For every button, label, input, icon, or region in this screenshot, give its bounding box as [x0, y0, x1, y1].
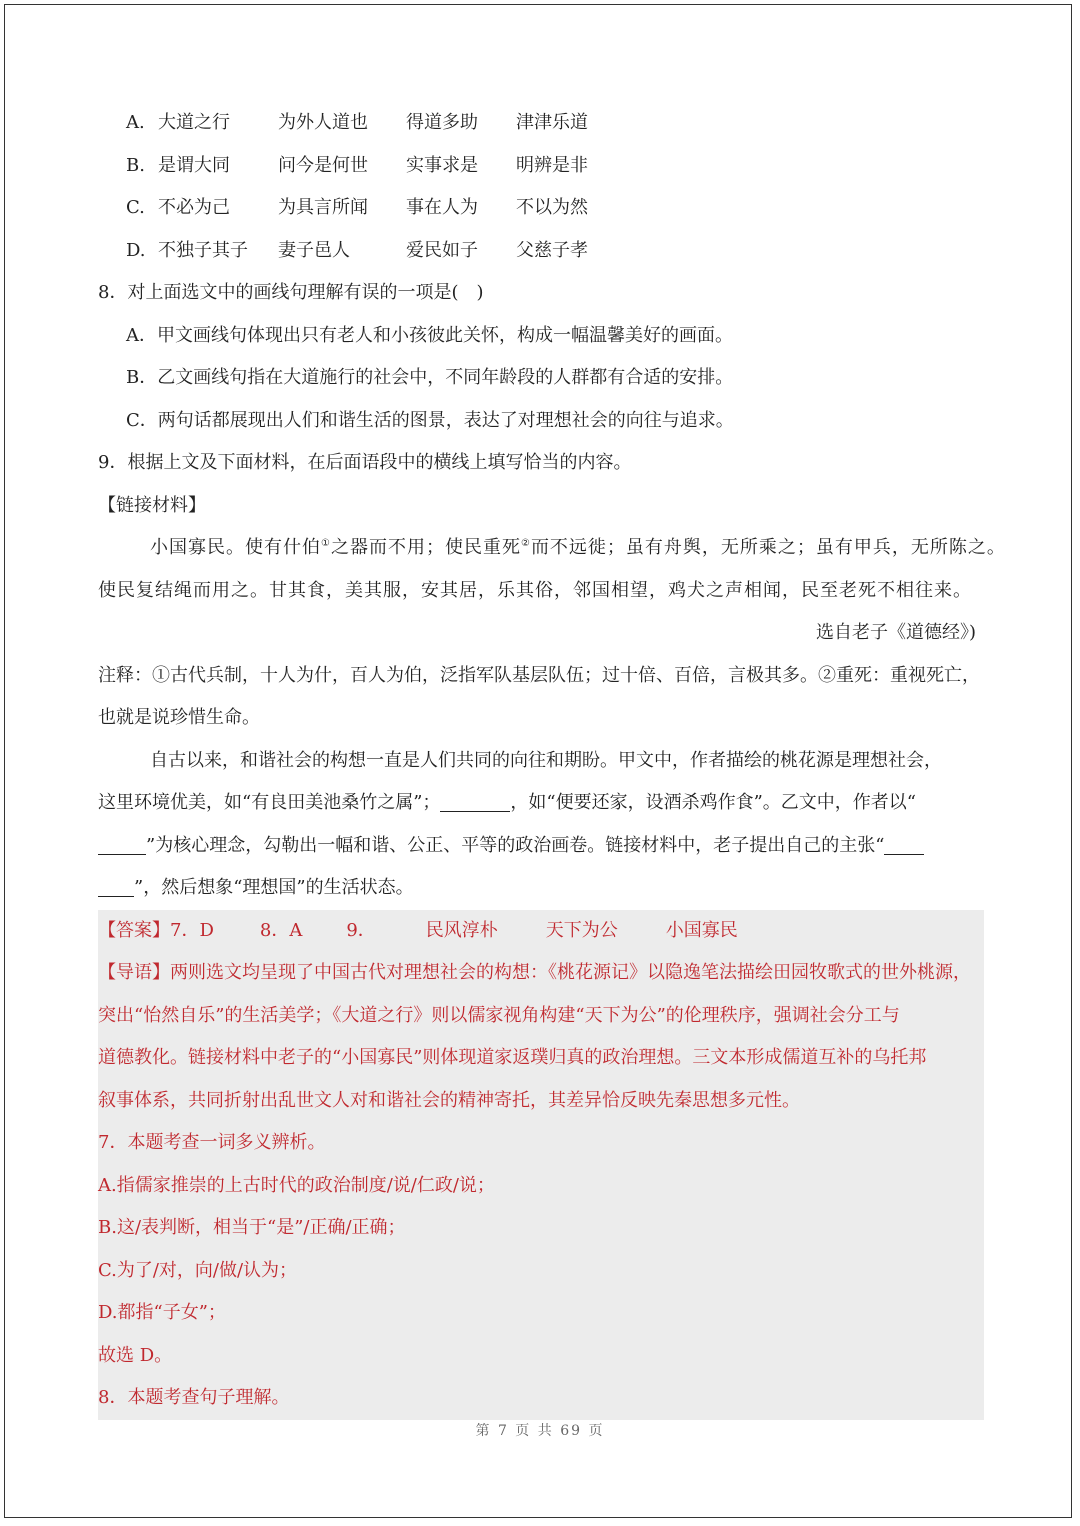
fill-blank-2[interactable] — [98, 830, 146, 855]
paragraph-line-3: ”为核心理念，勾勒出一幅和谐、公正、平等的政治画卷。链接材料中，老子提出自己的主张“ — [98, 825, 984, 868]
q8-stem: 8．对上面选文中的画线句理解有误的一项是( ) — [98, 282, 484, 303]
fill-blank-1[interactable] — [440, 787, 510, 812]
fill-blank-3-end[interactable] — [98, 872, 134, 897]
note-line-2: 也就是说珍惜生命。 — [98, 707, 260, 728]
explanation-7b: B.这/表判断，相当于“是”/正确/正确； — [98, 1217, 406, 1238]
answer-section — [98, 910, 984, 1420]
q8-option-a: A．甲文画线句体现出只有老人和小孩彼此关怀，构成一幅温馨美好的画面。 — [126, 324, 733, 346]
footnote-ref-1: ① — [321, 538, 331, 549]
note-line-1: 注释：①古代兵制，十人为什，百人为伯，泛指军队基层队伍；过十倍、百倍，言极其多。②重死：重视死亡， — [98, 664, 980, 686]
guide-line-2: 突出“怡然自乐”的生活美学；《大道之行》则以儒家视角构建“天下为公”的伦理秩序，强调社会分工与 — [98, 1004, 900, 1026]
page-content — [98, 102, 1006, 1420]
q7-option-a: A. 大道之行 为外人道也 得道多助 津津乐道 — [126, 112, 588, 133]
q7-option-d: D. 不独子其子 妻子邑人 爱民如子 父慈子孝 — [126, 239, 588, 261]
paragraph-line-2: 这里环境优美，如“有良田美池桑竹之属”； ，如“便要还家，设酒杀鸡作食”。乙文中，作者以“ — [98, 782, 984, 825]
material-line-1: 小国寡民。使有什伯①之器而不用；使民重死②而不远徙；虽有舟舆，无所乘之；虽有甲兵，无所陈之。 — [150, 537, 1006, 558]
q8-option-b: B．乙文画线句指在大道施行的社会中，不同年龄段的人群都有合适的安排。 — [126, 367, 734, 388]
explanation-7-conclusion: 故选 D。 — [98, 1344, 173, 1366]
q9-stem: 9．根据上文及下面材料，在后面语段中的横线上填写恰当的内容。 — [98, 452, 632, 473]
material-citation: 选自老子《道德经》) — [815, 622, 976, 643]
answer-line: 【答案】7．D 8．A 9． 民风淳朴 天下为公 小国寡民 — [98, 919, 738, 941]
footnote-ref-2: ② — [520, 538, 531, 549]
material-line-2: 使民复结绳而用之。甘其食，美其服，安其居，乐其俗，邻国相望，鸡犬之声相闻，民至老死不相往来。 — [98, 579, 972, 601]
fill-blank-3-start[interactable] — [884, 830, 924, 855]
guide-line-3: 道德教化。链接材料中老子的“小国寡民”则体现道家返璞归真的政治理想。三文本形成儒道互补的乌托邦 — [98, 1047, 927, 1068]
explanation-7: 7．本题考查一词多义辨析。 — [98, 1132, 326, 1153]
explanation-7a: A.指儒家推崇的上古时代的政治制度/说/仁政/说； — [98, 1174, 495, 1196]
explanation-8: 8．本题考查句子理解。 — [98, 1387, 290, 1408]
guide-line-1: 【导语】两则选文均呈现了中国古代对理想社会的构想：《桃花源记》以隐逸笔法描绘田园牧歌式的世外桃源， — [98, 962, 971, 983]
q7-option-b: B. 是谓大同 问今是何世 实事求是 明辨是非 — [126, 154, 588, 176]
page-footer: 第 7 页 共 69 页 — [475, 1423, 605, 1439]
guide-line-4: 叙事体系，共同折射出乱世文人对和谐社会的精神寄托，其差异恰反映先秦思想多元性。 — [98, 1089, 800, 1111]
explanation-7c: C.为了/对，向/做/认为； — [98, 1259, 298, 1281]
q8-option-c: C．两句话都展现出人们和谐生活的图景，表达了对理想社会的向往与追求。 — [126, 409, 734, 431]
paragraph-line-1: 自古以来，和谐社会的构想一直是人们共同的向往和期盼。甲文中，作者描绘的桃花源是理想社会， — [150, 749, 942, 771]
explanation-7d: D.都指“子女”； — [98, 1302, 226, 1323]
q7-option-c: C. 不必为己 为具言所闻 事在人为 不以为然 — [126, 197, 588, 218]
link-material-label: 【链接材料】 — [98, 494, 206, 516]
paragraph-line-4: ”，然后想象“理想国”的生活状态。 — [98, 867, 984, 910]
